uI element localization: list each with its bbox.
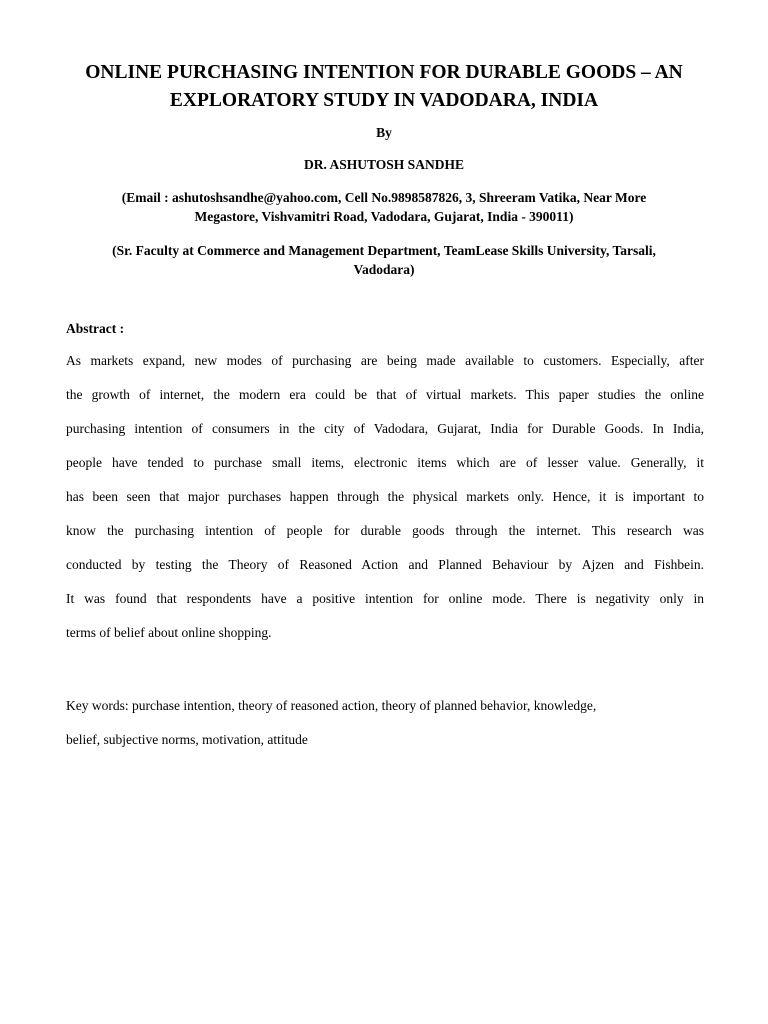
title-line: EXPLORATORY STUDY IN VADODARA, INDIA	[169, 90, 599, 111]
abstract-line: As markets expand, new modes of purchasing are being made available to customers. Especially, after	[66, 353, 704, 368]
keywords-line: belief, subjective norms, motivation, attitude	[66, 732, 308, 747]
abstract-line: terms of belief about online shopping.	[66, 625, 272, 640]
keywords	[66, 698, 706, 766]
contact-line: (Email : ashutoshsandhe@yahoo.com, Cell No.9898587826, 3, Shreeram Vatika, Near More	[121, 190, 647, 205]
abstract-body	[66, 353, 704, 659]
abstract-heading: Abstract :	[66, 321, 125, 336]
abstract-line: know the purchasing intention of people for durable goods through the internet. This research was	[66, 523, 704, 538]
title-line: ONLINE PURCHASING INTENTION FOR DURABLE GOODS – AN	[85, 62, 683, 83]
contact-line: Megastore, Vishvamitri Road, Vadodara, Gujarat, India - 390011)	[194, 209, 574, 224]
author-affiliation	[50, 241, 718, 279]
author-contact	[50, 188, 718, 226]
paper-title	[40, 59, 728, 115]
abstract-line: people have tended to purchase small items, electronic items which are of lesser value. Generally, it	[66, 455, 704, 470]
abstract-line: It was found that respondents have a positive intention for online mode. There is negativity only in	[66, 591, 704, 606]
keywords-line: Key words: purchase intention, theory of reasoned action, theory of planned behavior, knowledge,	[66, 698, 597, 713]
abstract-line: the growth of internet, the modern era could be that of virtual markets. This paper studies the online	[66, 387, 704, 402]
by-label: By	[376, 125, 392, 140]
author-name: DR. ASHUTOSH SANDHE	[304, 157, 464, 172]
affiliation-line: (Sr. Faculty at Commerce and Management Department, TeamLease Skills University, Tarsali,	[112, 243, 656, 258]
affiliation-line: Vadodara)	[353, 262, 415, 277]
abstract-line: has been seen that major purchases happen through the physical markets only. Hence, it is important to	[66, 489, 704, 504]
abstract-line: purchasing intention of consumers in the city of Vadodara, Gujarat, India for Durable Goods. In India,	[66, 421, 704, 436]
abstract-line: conducted by testing the Theory of Reasoned Action and Planned Behaviour by Ajzen and Fishbein.	[66, 557, 704, 572]
